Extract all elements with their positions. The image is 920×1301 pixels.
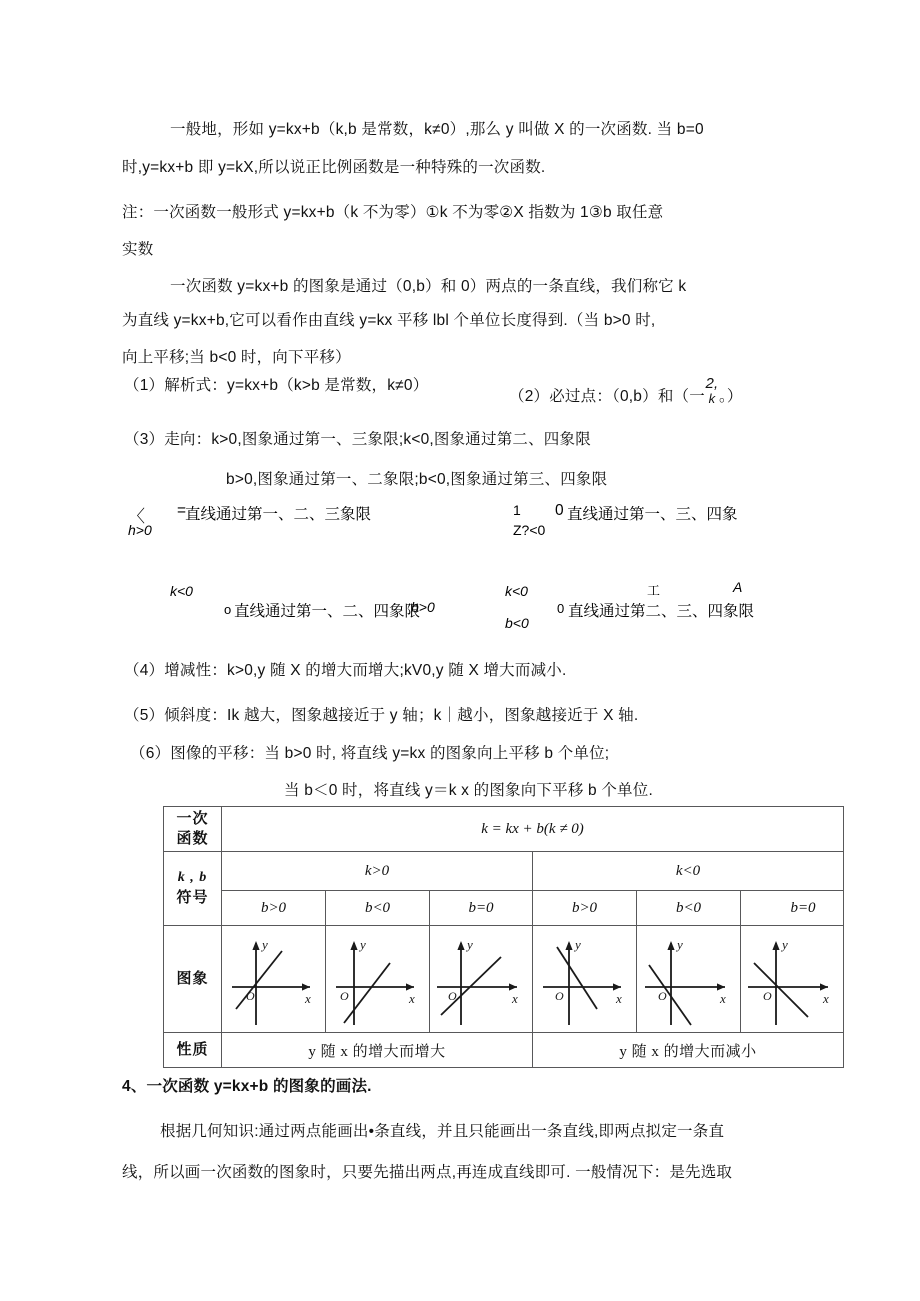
summary-table-wrapper [163, 806, 843, 1068]
table-label-function-l2: 函数 [176, 831, 209, 847]
section-4-line2: 线，所以画一次函数的图象时，只要先描出两点,再连成直线即可. 一般情况下：是先选取 [122, 1164, 733, 1181]
paragraph-graph-line2: 为直线 y=kx+b,它可以看作由直线 y=kx 平移 lbl 个单位长度得到.（当 b>0 时, [122, 312, 656, 329]
table-row-graphs [164, 926, 844, 1033]
item-2-body-pre: （0,b）和（一 [612, 387, 705, 405]
paragraph-note-line1: 注：一次函数一般形式 y=kx+b（k 不为零）①k 不为零②X 指数为 1③b 取任意 [122, 204, 664, 221]
svg-text:x: x [719, 991, 726, 1006]
svg-text:x: x [304, 991, 311, 1006]
item-3-line2: b>0,图象通过第一、二象限;b<0,图象通过第三、四象限 [226, 471, 608, 488]
quadrant-case-1 [128, 500, 488, 546]
fraction-numerator: 2, [705, 375, 719, 392]
quadrant-case-3-trailing: b>0 [411, 599, 435, 615]
paragraph-definition-line2: 时,y=kx+b 即 y=kX,所以说正比例函数是一种特殊的一次函数. [122, 159, 546, 176]
paragraph-definition-line1: 一般地，形如 y=kx+b（k,b 是常数，k≠0）,那么 y 叫做 X 的一次函数. 当 b=0 [170, 121, 704, 138]
svg-text:O: O [448, 989, 457, 1003]
svg-text:O: O [554, 989, 564, 1003]
item-4-monotonicity: （4）增减性：k>0,y 随 X 的增大而增大;kV0,y 随 X 增大而减小. [124, 662, 567, 679]
svg-text:y: y [467, 937, 473, 952]
svg-text:y: y [782, 937, 788, 952]
item-1-body: y=kx+b（k>b 是常数，k≠0） [227, 377, 429, 394]
table-header-kpos-bzero: b=0 [430, 891, 533, 926]
svg-text:y: y [574, 937, 581, 952]
item-3-label: （3）走向： [124, 431, 212, 448]
quadrant-case-1-condition: h>0 [128, 522, 152, 538]
table-header-kneg-bpos: b>0 [533, 891, 637, 926]
quadrant-case-1-eq: = [177, 502, 187, 519]
table-label-function [164, 807, 222, 852]
brace-icon-1: 〈 [128, 507, 145, 526]
quadrant-case-2-eq: 0 [555, 502, 564, 519]
quadrant-case-4-text: 直线通过第二、三、四象限 [568, 603, 755, 620]
table-cell-property-increasing: y 随 x 的增大而增大 [222, 1033, 533, 1068]
fraction-b-over-k [705, 376, 719, 405]
graph-k-negative-b-negative [637, 926, 741, 1033]
quadrant-case-2-text: 直线通过第一、三、四象 [567, 506, 738, 523]
item-3-line2-wrap [226, 470, 607, 489]
graph-svg-5 [639, 927, 739, 1031]
svg-text:y: y [676, 937, 683, 952]
table-header-k-negative: k<0 [533, 852, 844, 891]
table-row-k-groups [164, 852, 844, 891]
svg-text:x: x [615, 991, 622, 1006]
graph-k-negative-b-zero [741, 926, 844, 1033]
graph-k-positive-b-negative [326, 926, 430, 1033]
paragraph-graph-line1: 一次函数 y=kx+b 的图象是通过（0,b）和 0）两点的一条直线，我们称它 k [170, 278, 687, 295]
item-6-translation-line1: （6）图像的平移：当 b>0 时, 将直线 y=kx 的图象向上平移 b 个单位; [130, 745, 610, 762]
quadrant-case-2-condition-bottom: Z?<0 [513, 522, 546, 538]
svg-text:x: x [408, 991, 415, 1006]
item-6-translation-line2: 当 b＜0 时，将直线 y＝k x 的图象向下平移 b 个单位. [284, 782, 653, 799]
item-5-slope-degree: （5）倾斜度：Ik 越大，图象越接近于 y 轴；k｜越小，图象越接近于 X 轴. [124, 707, 639, 724]
table-header-kneg-bzero: b=0 [741, 891, 844, 926]
quadrant-case-4-mark-2: A [733, 579, 743, 595]
svg-text:O: O [245, 989, 255, 1003]
table-header-kneg-bneg: b<0 [637, 891, 741, 926]
table-cell-property-decreasing: y 随 x 的增大而减小 [533, 1033, 844, 1068]
svg-text:O: O [339, 989, 349, 1003]
linear-function-summary-table [163, 806, 844, 1068]
svg-text:O: O [763, 989, 772, 1003]
table-header-kpos-bpos: b>0 [222, 891, 326, 926]
graph-svg-2 [328, 927, 428, 1031]
table-row-properties [164, 1033, 844, 1068]
table-header-k-positive: k>0 [222, 852, 533, 891]
table-label-signs-l1: k , b [177, 869, 208, 885]
item-1-analytic-expression [124, 376, 428, 395]
quadrant-case-2 [513, 500, 813, 546]
table-row-b-cases [164, 891, 844, 926]
item-2-label: （2）必过点： [509, 387, 613, 405]
svg-text:y: y [359, 937, 366, 952]
svg-text:x: x [512, 991, 518, 1006]
quadrant-case-4-condition-bottom: b<0 [505, 615, 529, 631]
paragraph-graph-line3: 向上平移;当 b<0 时，向下平移） [122, 349, 351, 366]
quadrant-case-1-text: 直线通过第一、二、三象限 [185, 506, 372, 523]
section-4-heading: 4、一次函数 y=kx+b 的图象的画法. [122, 1078, 372, 1095]
graph-k-negative-b-positive [533, 926, 637, 1033]
quadrant-case-4-condition-top: k<0 [505, 583, 528, 599]
table-label-signs-l2: 符号 [176, 889, 209, 906]
item-2-required-points [509, 376, 743, 406]
item-2-body-post: 。） [718, 387, 743, 405]
quadrant-case-3-eq: o [224, 602, 232, 617]
quadrant-case-4-mark-1: 工 [647, 583, 661, 598]
item-3-direction [124, 430, 591, 449]
quadrant-case-3-text: 直线通过第一、二、四象限 [234, 603, 421, 620]
fraction-denominator: k [708, 391, 716, 406]
graph-k-positive-b-zero [430, 926, 533, 1033]
quadrant-case-3-condition-top: k<0 [170, 583, 193, 599]
table-label-signs [164, 852, 222, 926]
item-3-line1: k>0,图象通过第一、三象限;k<0,图象通过第二、四象限 [211, 431, 591, 448]
graph-svg-6 [742, 927, 842, 1031]
svg-text:O: O [657, 989, 667, 1003]
svg-text:y: y [261, 937, 268, 952]
quadrant-case-4-eq: 0 [557, 601, 565, 616]
table-label-function-l1: 一次 [176, 810, 209, 827]
graph-svg-4 [535, 927, 635, 1031]
graph-svg-1 [224, 927, 324, 1031]
table-row-function [164, 807, 844, 852]
table-label-graphs: 图象 [164, 926, 222, 1033]
table-cell-formula: k = kx + b(k ≠ 0) [222, 807, 844, 852]
table-label-properties: 性质 [164, 1033, 222, 1068]
paragraph-note-line2: 实数 [122, 241, 154, 258]
quadrant-case-2-condition-top: 1 [513, 502, 521, 518]
graph-k-positive-b-positive [222, 926, 326, 1033]
item-1-label: （1）解析式： [124, 377, 228, 394]
quadrant-case-4 [505, 579, 835, 643]
table-header-kpos-bneg: b<0 [326, 891, 430, 926]
graph-svg-3 [431, 927, 531, 1031]
svg-text:x: x [823, 991, 829, 1006]
section-4-line1: 根据几何知识:通过两点能画出•条直线，并且只能画出一条直线,即两点拟定一条直 [160, 1123, 725, 1140]
